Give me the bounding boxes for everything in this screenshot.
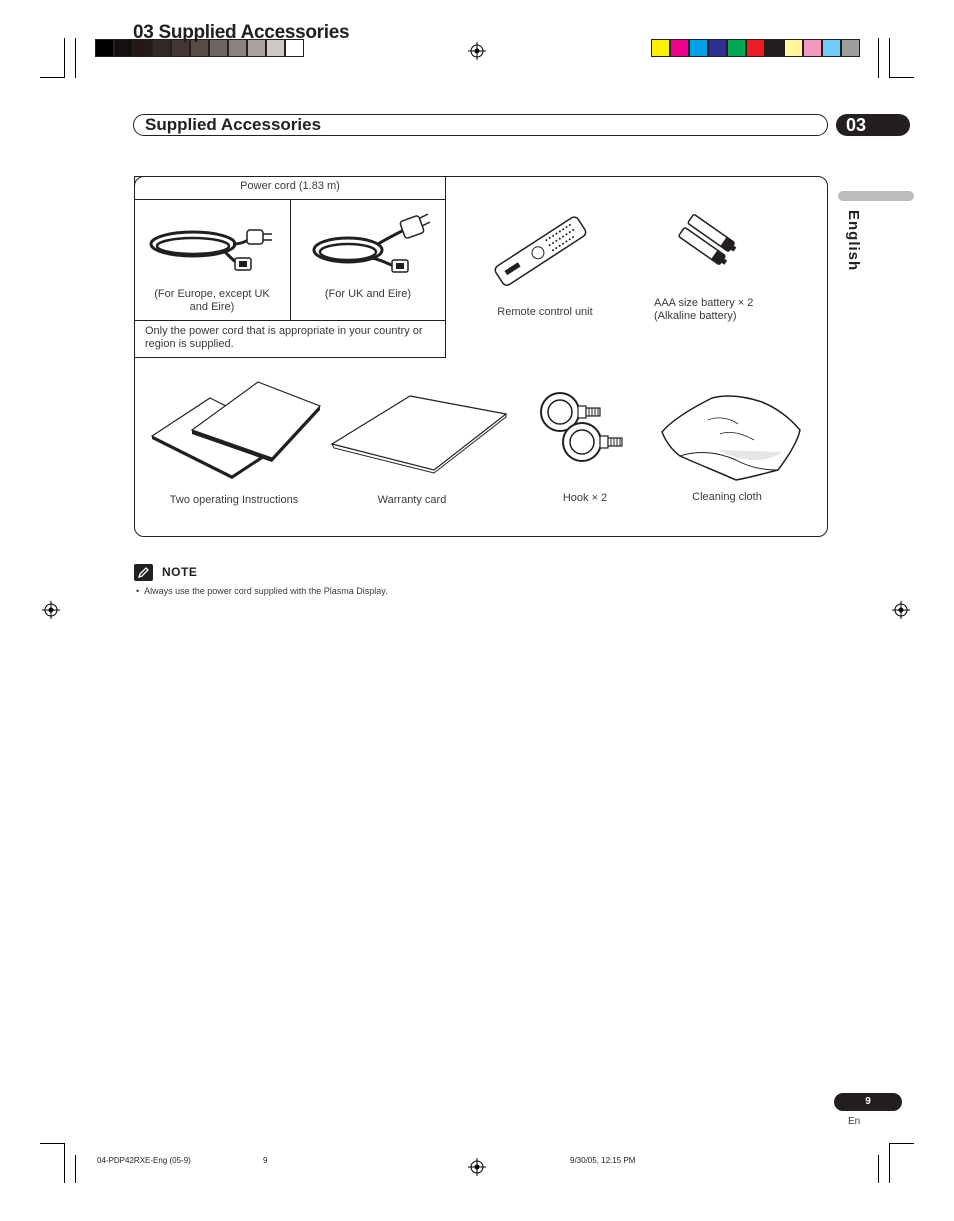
- language-code: En: [848, 1116, 861, 1127]
- chapter-number: 03: [836, 114, 910, 136]
- footer-page: 9: [263, 1156, 268, 1165]
- page-number: 9: [834, 1093, 902, 1111]
- crop-mark: [889, 1143, 890, 1183]
- color-swatch: [651, 39, 670, 57]
- note-text: [136, 586, 388, 596]
- running-title: 03 Supplied Accessories: [133, 22, 350, 43]
- gray-swatch: [114, 39, 133, 57]
- crop-mark: [889, 77, 914, 78]
- divider: [290, 199, 291, 321]
- divider: [134, 320, 446, 321]
- color-swatch: [841, 39, 860, 57]
- power-cord-title: Power cord (1.83 m): [240, 180, 340, 192]
- note-pencil-icon: [134, 564, 153, 581]
- color-swatch: [670, 39, 689, 57]
- gray-swatch: [95, 39, 114, 57]
- remote-caption: Remote control unit: [497, 306, 593, 318]
- europe-power-cord-icon: [145, 222, 275, 277]
- note-body: Always use the power cord supplied with the Plasma Display.: [144, 586, 388, 596]
- bullet: •: [136, 586, 140, 596]
- remote-control-icon: [488, 214, 594, 290]
- power-cord-note: Only the power cord that is appropriate in your country or region is supplied.: [145, 325, 423, 350]
- battery-caption-line2: (Alkaline battery): [654, 310, 737, 322]
- uk-cord-caption: (For UK and Eire): [324, 288, 412, 300]
- crop-mark: [75, 1155, 76, 1183]
- crop-mark: [64, 1143, 65, 1183]
- europe-cord-caption: (For Europe, except UK and Eire): [154, 288, 270, 313]
- registration-target-icon: [892, 601, 910, 619]
- crop-mark: [64, 38, 65, 78]
- crop-mark: [40, 77, 65, 78]
- registration-target-icon: [468, 1158, 486, 1176]
- color-swatch: [746, 39, 765, 57]
- color-swatch: [765, 39, 784, 57]
- crop-mark: [889, 1143, 914, 1144]
- instruction-books-icon: [150, 380, 325, 480]
- instructions-caption: Two operating Instructions: [169, 494, 299, 506]
- note-label: NOTE: [162, 565, 198, 579]
- crop-mark: [75, 38, 76, 78]
- cloth-caption: Cleaning cloth: [692, 491, 762, 503]
- battery-caption-line1: AAA size battery × 2: [654, 297, 754, 309]
- warranty-caption: Warranty card: [377, 494, 447, 506]
- hook-icon: [538, 388, 628, 468]
- footer-datetime: 9/30/05, 12:15 PM: [570, 1156, 636, 1165]
- section-title: Supplied Accessories: [145, 115, 322, 134]
- color-swatch: [689, 39, 708, 57]
- crop-mark: [889, 38, 890, 78]
- language-tab: [838, 191, 914, 201]
- crop-mark: [40, 1143, 65, 1144]
- color-swatch: [803, 39, 822, 57]
- color-swatch: [822, 39, 841, 57]
- footer-file: 04-PDP42RXE-Eng (05-9): [97, 1156, 191, 1165]
- registration-target-icon: [42, 601, 60, 619]
- battery-icon: [674, 218, 744, 268]
- warranty-card-icon: [330, 394, 510, 474]
- uk-power-cord-icon: [308, 214, 433, 274]
- crop-mark: [878, 1155, 879, 1183]
- cleaning-cloth-icon: [658, 390, 804, 484]
- color-swatch: [708, 39, 727, 57]
- hook-caption: Hook × 2: [562, 492, 608, 504]
- color-swatch: [727, 39, 746, 57]
- color-swatch: [784, 39, 803, 57]
- language-label: English: [845, 210, 862, 272]
- registration-target-icon: [468, 42, 486, 60]
- crop-mark: [878, 38, 879, 78]
